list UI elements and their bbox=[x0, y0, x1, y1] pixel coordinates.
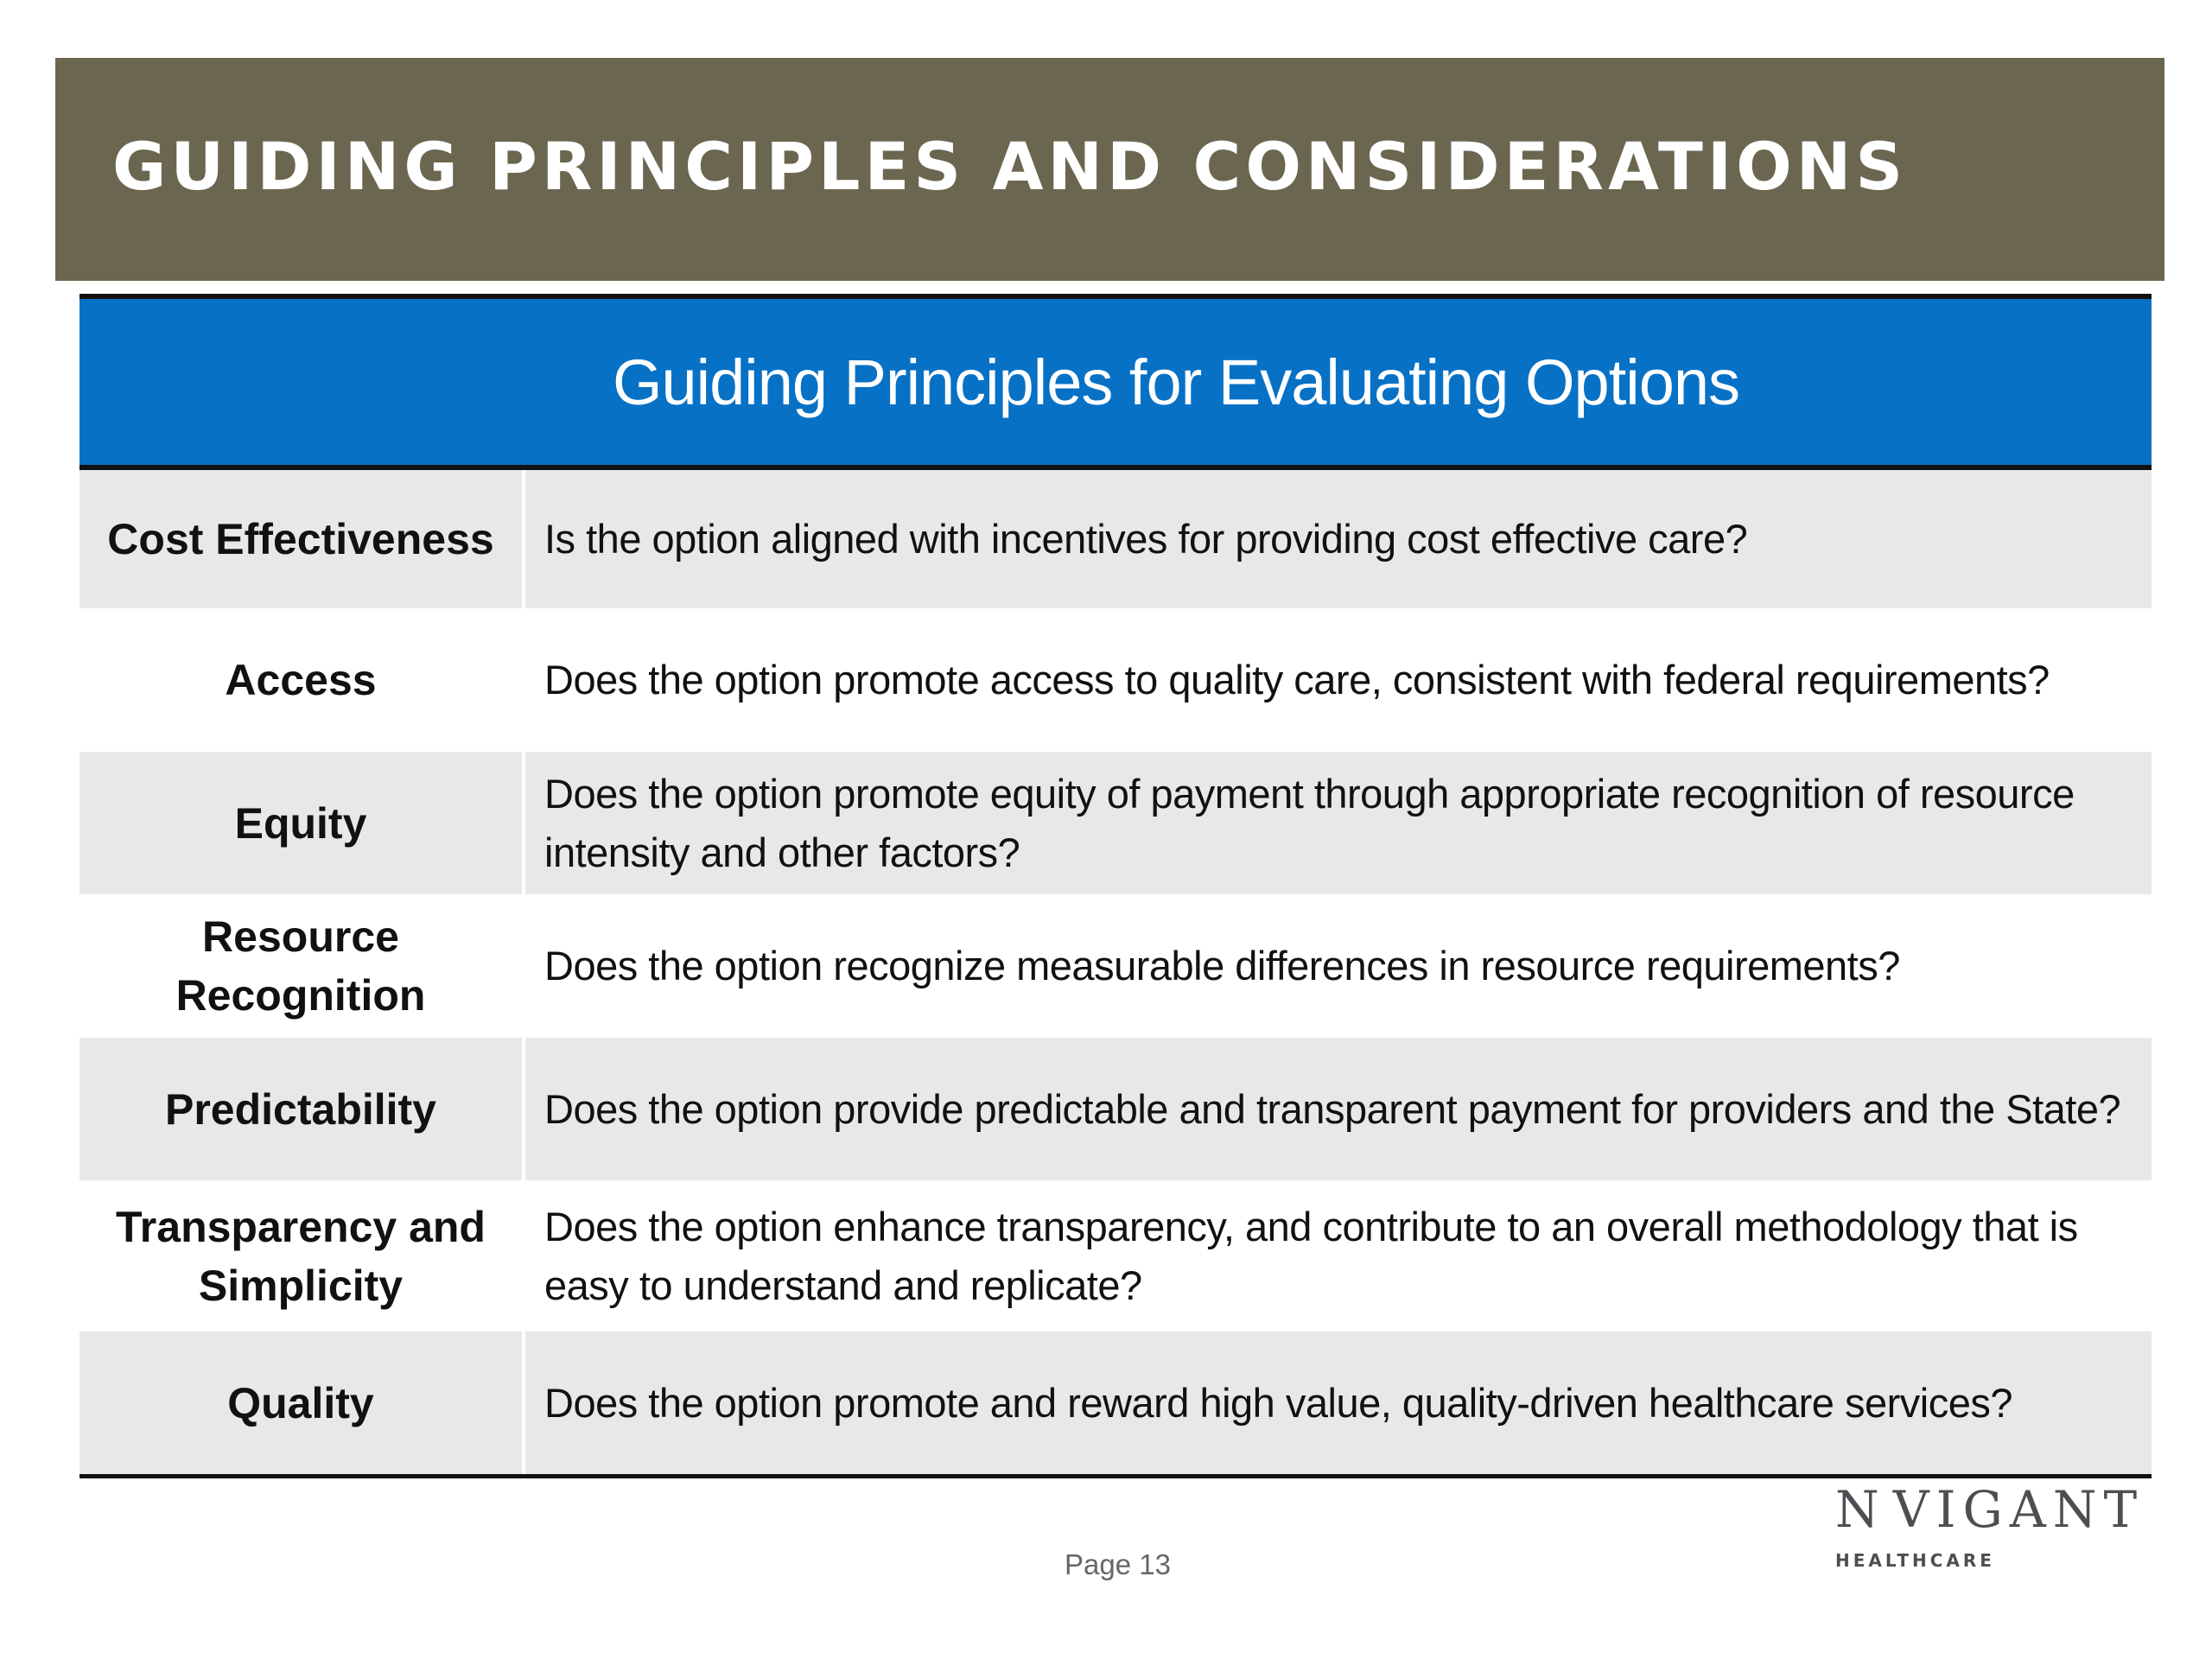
table-header bbox=[79, 299, 2152, 465]
slide-title: GUIDING PRINCIPLES AND CONSIDERATIONS bbox=[112, 128, 1908, 205]
row-description: Is the option aligned with incentives for providing cost effective care? bbox=[544, 516, 1748, 562]
principles-table bbox=[79, 294, 2152, 1478]
row-label: Predictability bbox=[165, 1084, 436, 1134]
table-row bbox=[79, 752, 2152, 894]
row-description: Does the option recognize measurable differences in resource requirements? bbox=[544, 943, 1900, 988]
table-row bbox=[79, 1332, 2152, 1474]
row-label: Equity bbox=[234, 798, 367, 848]
row-label: Quality bbox=[227, 1378, 374, 1427]
title-bar bbox=[55, 58, 2164, 281]
row-label: Transparency and Simplicity bbox=[116, 1202, 486, 1310]
navigant-logo bbox=[1835, 1480, 2145, 1588]
row-label: Access bbox=[225, 656, 377, 704]
row-label: Resource Recognition bbox=[175, 912, 426, 1020]
table-row bbox=[79, 470, 2152, 608]
page-number: Page 13 bbox=[1065, 1548, 1171, 1580]
row-description: Does the option provide predictable and transparent payment for providers and the State? bbox=[544, 1085, 2121, 1132]
logo-wordmark bbox=[1835, 1480, 2145, 1539]
table-row bbox=[79, 608, 2152, 752]
row-label: Cost Effectiveness bbox=[107, 515, 494, 563]
logo-subtitle: HEALTHCARE bbox=[1835, 1550, 1995, 1571]
row-description: Does the option promote equity of payment through appropriate recognition of resource intensity and other factors? bbox=[544, 770, 2075, 875]
table-row bbox=[79, 894, 2152, 1038]
table-row bbox=[79, 1038, 2152, 1180]
table-bottom-rule bbox=[79, 1474, 2152, 1478]
table-row bbox=[79, 1180, 2152, 1332]
table-header-title: Guiding Principles for Evaluating Options bbox=[612, 346, 1740, 418]
row-description: Does the option enhance transparency, and contribute to an overall methodology that is easy to understand and replicate? bbox=[544, 1203, 2078, 1308]
logo-rest-letters: VIGANT bbox=[1892, 1480, 2145, 1539]
logo-first-letter: N bbox=[1835, 1480, 1886, 1539]
row-description: Does the option promote access to quality care, consistent with federal requirements? bbox=[544, 657, 2050, 702]
row-description: Does the option promote and reward high value, quality-driven healthcare services? bbox=[544, 1379, 2012, 1426]
